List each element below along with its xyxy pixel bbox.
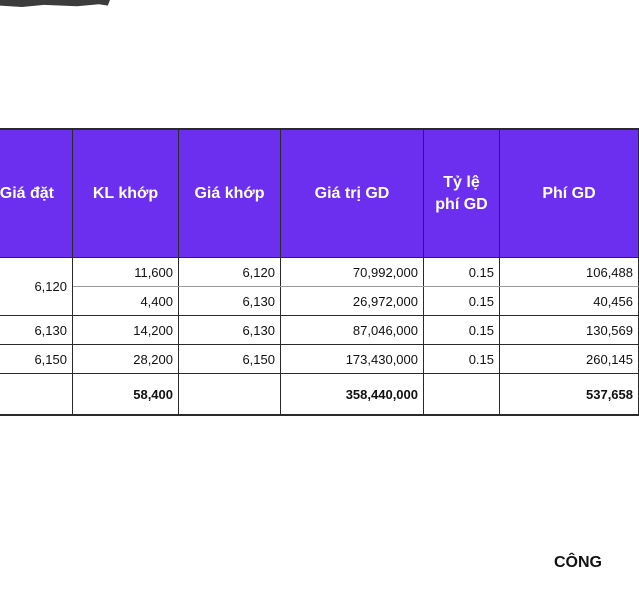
cell-gia-tri-gd: 173,430,000 [281,345,424,374]
cell-gia-tri-gd: 26,972,000 [281,287,424,316]
cell-gia-khop: 6,150 [179,345,281,374]
cell-phi-gd: 260,145 [500,345,639,374]
cell-ty-le-phi: 0.15 [424,316,500,345]
table-row [0,258,639,287]
table-row [0,316,639,345]
cell-gia-tri-gd: 87,046,000 [281,316,424,345]
cell-gia-dat: 6,120 [0,258,73,316]
cell-phi-gd: 130,569 [500,316,639,345]
cell-kl-khop: 11,600 [73,258,179,287]
cell-gia-khop: 6,130 [179,287,281,316]
cell-phi-gd: 40,456 [500,287,639,316]
cell-gia-tri-gd: 70,992,000 [281,258,424,287]
header-gia-dat: Giá đặt [0,129,73,258]
cell-gia-khop: 6,130 [179,316,281,345]
table-row [0,287,639,316]
table-header-row [0,129,639,258]
total-gia-dat-empty [0,374,73,416]
cell-ty-le-phi: 0.15 [424,287,500,316]
cell-gia-dat: 6,130 [0,316,73,345]
total-phi-gd: 537,658 [500,374,639,416]
table-row [0,345,639,374]
total-ty-le-empty [424,374,500,416]
header-ty-le-phi-gd: Tỷ lệ phí GD [424,129,500,258]
table-total-row [0,374,639,416]
header-phi-gd: Phí GD [500,129,639,258]
header-kl-khop: KL khớp [73,129,179,258]
total-gia-tri-gd: 358,440,000 [281,374,424,416]
total-kl-khop: 58,400 [73,374,179,416]
top-edge-mark [0,0,110,14]
header-gia-tri-gd: Giá trị GD [281,129,424,258]
total-gia-khop-empty [179,374,281,416]
trade-fee-table [0,128,639,416]
cell-kl-khop: 14,200 [73,316,179,345]
cell-kl-khop: 4,400 [73,287,179,316]
cell-kl-khop: 28,200 [73,345,179,374]
cell-gia-dat: 6,150 [0,345,73,374]
company-heading-fragment: CÔNG [554,554,602,571]
cell-phi-gd: 106,488 [500,258,639,287]
cell-ty-le-phi: 0.15 [424,345,500,374]
cell-ty-le-phi: 0.15 [424,258,500,287]
header-gia-khop: Giá khớp [179,129,281,258]
cell-gia-khop: 6,120 [179,258,281,287]
